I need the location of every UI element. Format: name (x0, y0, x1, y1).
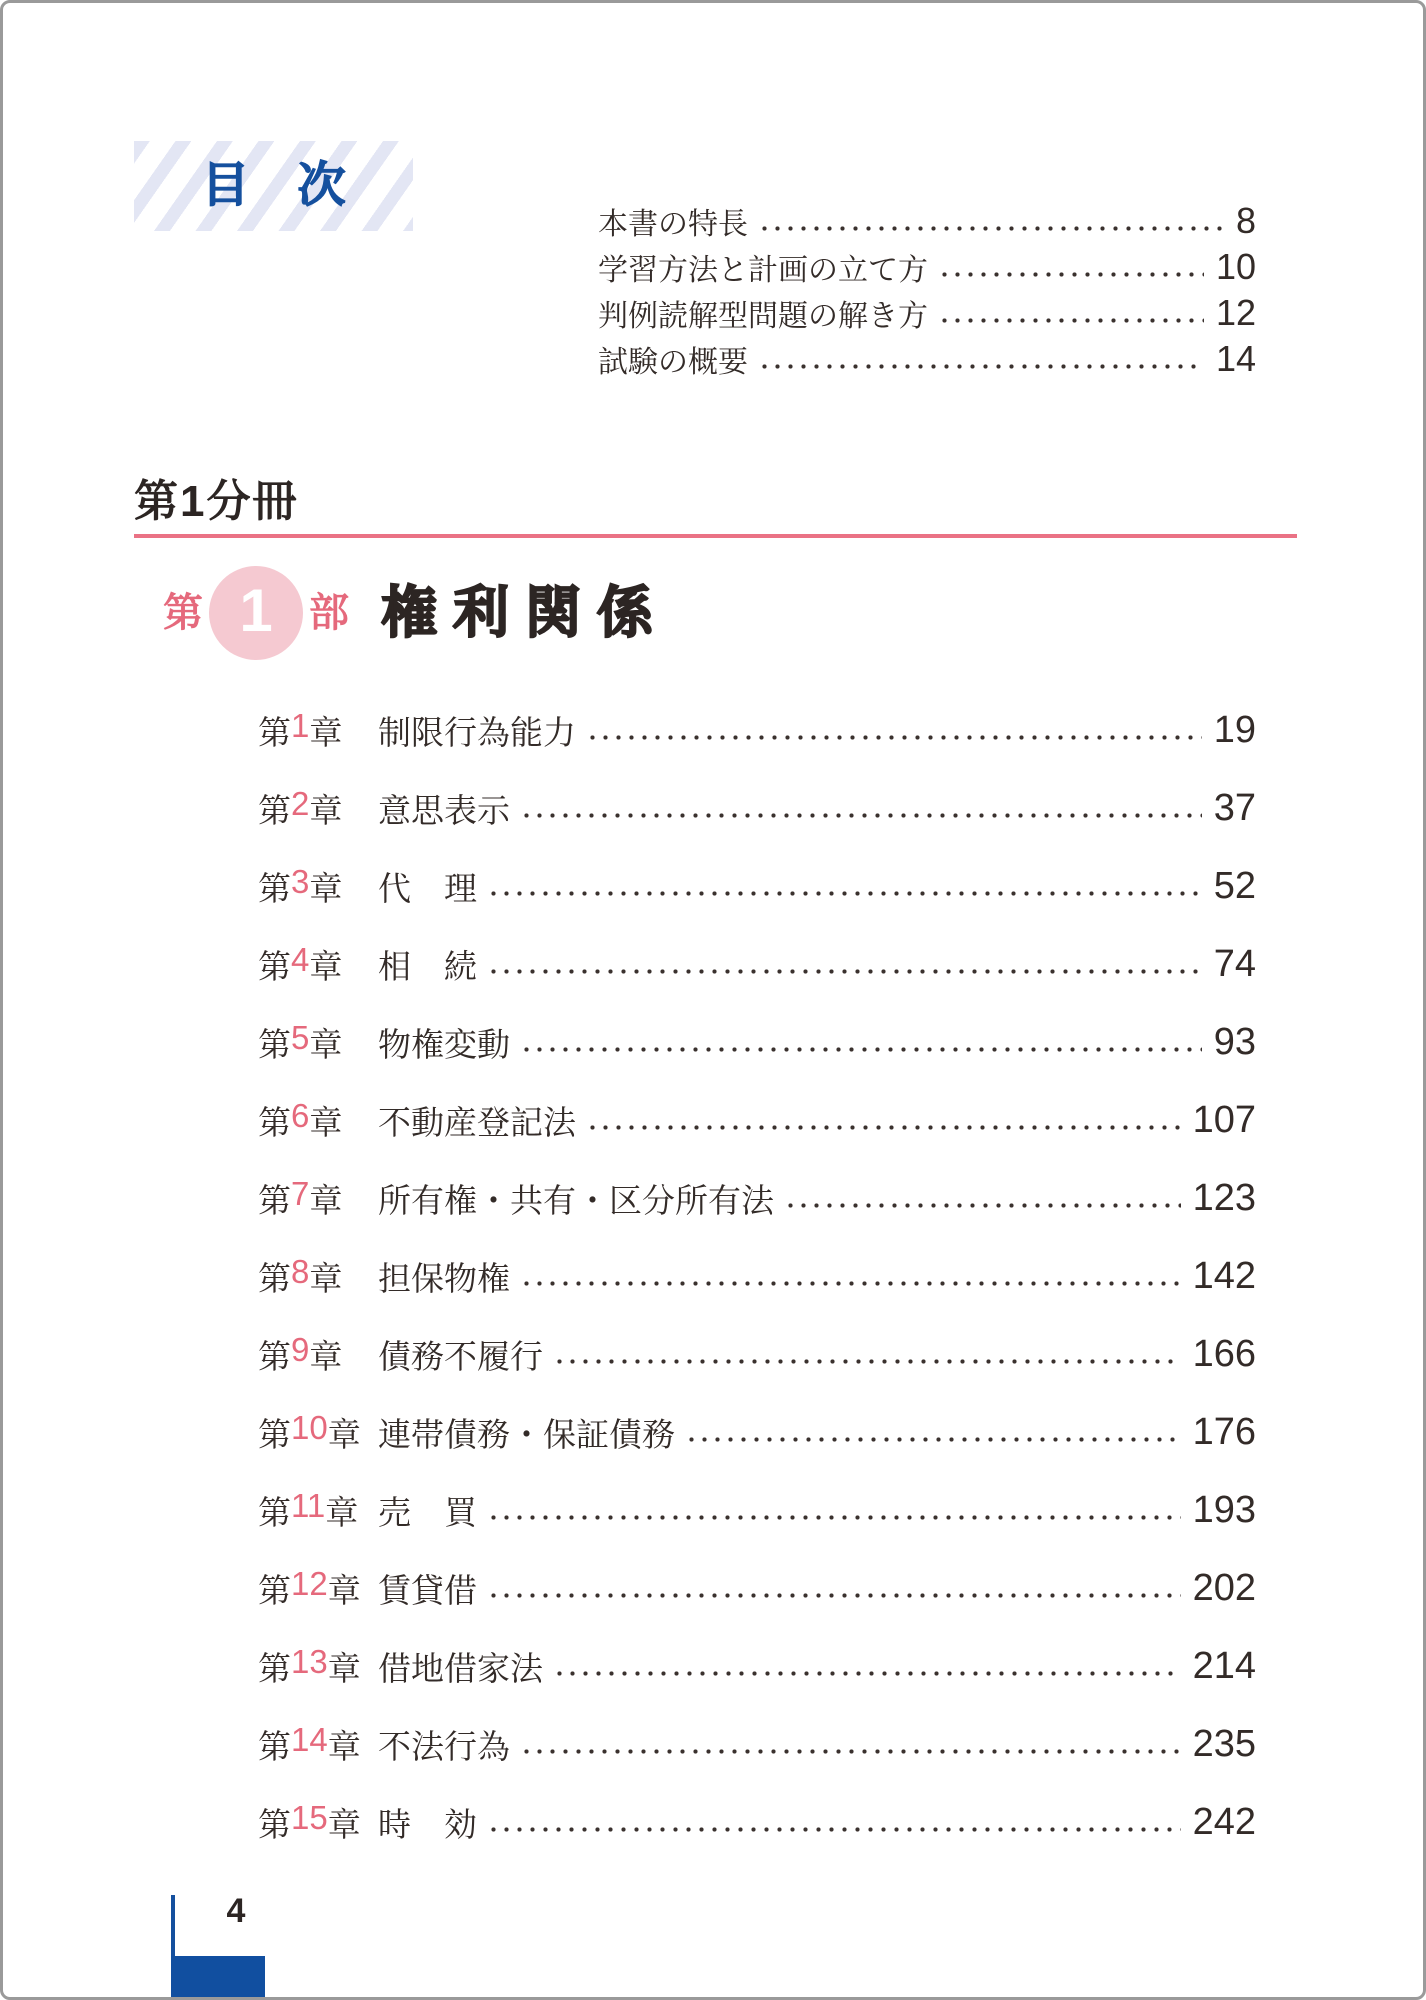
dot-leader (586, 735, 1202, 740)
chapter-title: 不法行為 (378, 1727, 510, 1765)
chapter-row (258, 1393, 1256, 1471)
intro-list-item (598, 244, 1256, 290)
chapter-label-prefix: 第 (258, 947, 291, 985)
chapter-label (258, 1019, 378, 1066)
chapter-page-number: 74 (1213, 942, 1256, 985)
intro-list-item (598, 290, 1256, 336)
chapter-number: 10 (291, 1408, 328, 1446)
part-suffix: 部 (309, 591, 349, 635)
intro-item-label: 試験の概要 (598, 346, 748, 379)
chapter-label-prefix: 第 (258, 1571, 291, 1609)
chapter-title: 担保物権 (378, 1259, 510, 1297)
chapter-label-suffix: 章 (309, 1181, 343, 1219)
dot-leader (487, 1827, 1181, 1832)
chapter-page-number: 19 (1213, 708, 1256, 751)
chapter-label (258, 1331, 378, 1378)
dot-leader (553, 1671, 1181, 1676)
chapter-page-number: 123 (1192, 1176, 1256, 1219)
chapter-label (258, 1253, 378, 1300)
chapter-row (258, 1237, 1256, 1315)
chapter-label (258, 1409, 378, 1456)
part-title: 権利関係 (381, 581, 669, 644)
toc-banner (134, 141, 413, 231)
dot-leader (758, 364, 1204, 369)
chapter-number: 3 (291, 862, 310, 900)
footer-blue-tab (171, 1956, 265, 2000)
intro-item-label: 本書の特長 (598, 208, 748, 241)
chapter-row (258, 769, 1256, 847)
chapter-page-number: 166 (1192, 1332, 1256, 1375)
dot-leader (487, 891, 1202, 896)
dot-leader (685, 1437, 1181, 1442)
chapter-label (258, 1487, 378, 1534)
chapter-label-prefix: 第 (258, 1025, 291, 1063)
part-prefix: 第 (163, 591, 203, 635)
chapter-page-number: 142 (1192, 1254, 1256, 1297)
chapter-number: 14 (291, 1720, 328, 1758)
chapter-title: 連帯債務・保証債務 (378, 1415, 675, 1453)
chapter-label-prefix: 第 (258, 1337, 291, 1375)
chapter-title: 所有権・共有・区分所有法 (378, 1181, 774, 1219)
chapter-number: 15 (291, 1798, 328, 1836)
dot-leader (520, 1047, 1202, 1052)
dot-leader (784, 1203, 1181, 1208)
volume-heading: 第1分冊 (134, 477, 299, 526)
dot-leader (758, 226, 1224, 231)
intro-item-page-number: 14 (1215, 338, 1256, 379)
chapter-label-suffix: 章 (309, 1337, 343, 1375)
chapter-label-suffix: 章 (327, 1571, 361, 1609)
chapter-label (258, 707, 378, 754)
chapter-label-suffix: 章 (309, 713, 343, 751)
intro-list-item (598, 336, 1256, 382)
chapter-label-prefix: 第 (258, 1181, 291, 1219)
intro-list-item (598, 198, 1256, 244)
chapter-number: 2 (291, 784, 310, 822)
chapter-title: 債務不履行 (378, 1337, 543, 1375)
chapter-label (258, 1721, 378, 1768)
chapter-number: 1 (291, 706, 310, 744)
dot-leader (938, 318, 1204, 323)
part-number-badge (209, 566, 303, 660)
chapter-row (258, 1471, 1256, 1549)
chapter-label (258, 1643, 378, 1690)
chapter-row (258, 1081, 1256, 1159)
chapter-label (258, 863, 378, 910)
chapter-row (258, 1549, 1256, 1627)
chapter-page-number: 52 (1213, 864, 1256, 907)
chapter-label-suffix: 章 (327, 1727, 361, 1765)
chapter-label (258, 941, 378, 988)
chapter-title: 時 効 (378, 1805, 477, 1843)
part-number: 1 (239, 577, 273, 644)
intro-item-page-number: 12 (1215, 292, 1256, 333)
chapter-page-number: 242 (1192, 1800, 1256, 1843)
chapter-label-prefix: 第 (258, 791, 291, 829)
chapter-label (258, 1175, 378, 1222)
chapter-page-number: 176 (1192, 1410, 1256, 1453)
dot-leader (938, 272, 1204, 277)
chapter-row (258, 1159, 1256, 1237)
chapter-title: 賃貸借 (378, 1571, 477, 1609)
chapter-label (258, 1097, 378, 1144)
chapter-title: 借地借家法 (378, 1649, 543, 1687)
intro-list (598, 198, 1256, 382)
chapter-label-prefix: 第 (258, 1259, 291, 1297)
dot-leader (520, 1749, 1181, 1754)
intro-item-page-number: 8 (1235, 200, 1256, 241)
chapter-list (258, 691, 1256, 1861)
chapter-title: 意思表示 (378, 791, 510, 829)
chapter-title: 制限行為能力 (378, 713, 576, 751)
chapter-label-suffix: 章 (309, 947, 343, 985)
chapter-label-prefix: 第 (258, 1649, 291, 1687)
chapter-label-prefix: 第 (258, 1415, 291, 1453)
dot-leader (586, 1125, 1181, 1130)
chapter-row (258, 691, 1256, 769)
page-number: 4 (226, 1892, 246, 1930)
chapter-row (258, 925, 1256, 1003)
chapter-label-suffix: 章 (327, 1415, 361, 1453)
chapter-row (258, 1627, 1256, 1705)
chapter-label-prefix: 第 (258, 1103, 291, 1141)
dot-leader (520, 1281, 1181, 1286)
dot-leader (553, 1359, 1181, 1364)
chapter-number: 8 (291, 1252, 310, 1290)
volume-underline (134, 534, 1297, 538)
chapter-label-suffix: 章 (327, 1649, 361, 1687)
chapter-page-number: 193 (1192, 1488, 1256, 1531)
chapter-label-suffix: 章 (309, 1259, 343, 1297)
chapter-label (258, 1799, 378, 1846)
chapter-number: 11 (291, 1486, 326, 1524)
chapter-number: 5 (291, 1018, 310, 1056)
intro-item-label: 判例読解型問題の解き方 (598, 300, 928, 333)
chapter-title: 物権変動 (378, 1025, 510, 1063)
chapter-label-prefix: 第 (258, 1493, 291, 1531)
chapter-title: 相 続 (378, 947, 477, 985)
chapter-number: 12 (291, 1564, 328, 1602)
chapter-row (258, 1003, 1256, 1081)
chapter-number: 4 (291, 940, 310, 978)
chapter-row (258, 1705, 1256, 1783)
chapter-page-number: 235 (1192, 1722, 1256, 1765)
chapter-label-suffix: 章 (309, 791, 343, 829)
chapter-label-prefix: 第 (258, 713, 291, 751)
dot-leader (487, 1593, 1181, 1598)
chapter-page-number: 37 (1213, 786, 1256, 829)
chapter-page-number: 214 (1192, 1644, 1256, 1687)
chapter-title: 売 買 (378, 1493, 477, 1531)
dot-leader (487, 1515, 1181, 1520)
chapter-label-prefix: 第 (258, 1727, 291, 1765)
chapter-title: 不動産登記法 (378, 1103, 576, 1141)
chapter-page-number: 107 (1192, 1098, 1256, 1141)
chapter-page-number: 93 (1213, 1020, 1256, 1063)
intro-item-page-number: 10 (1215, 246, 1256, 287)
chapter-number: 9 (291, 1330, 310, 1368)
chapter-row (258, 1315, 1256, 1393)
intro-item-label: 学習方法と計画の立て方 (598, 254, 928, 287)
chapter-label-prefix: 第 (258, 1805, 291, 1843)
chapter-label-suffix: 章 (309, 869, 343, 907)
chapter-row (258, 847, 1256, 925)
chapter-title: 代 理 (378, 869, 477, 907)
dot-leader (487, 969, 1202, 974)
part-heading (163, 565, 669, 661)
chapter-number: 13 (291, 1642, 328, 1680)
chapter-page-number: 202 (1192, 1566, 1256, 1609)
chapter-label (258, 785, 378, 832)
chapter-label-suffix: 章 (309, 1025, 343, 1063)
chapter-label-suffix: 章 (327, 1805, 361, 1843)
chapter-label-suffix: 章 (309, 1103, 343, 1141)
chapter-number: 7 (291, 1174, 310, 1212)
chapter-row (258, 1783, 1256, 1861)
dot-leader (520, 813, 1202, 818)
chapter-number: 6 (291, 1096, 310, 1134)
chapter-label (258, 1565, 378, 1612)
chapter-label-prefix: 第 (258, 869, 291, 907)
chapter-label-suffix: 章 (325, 1493, 359, 1531)
toc-title: 目 次 (201, 159, 346, 212)
